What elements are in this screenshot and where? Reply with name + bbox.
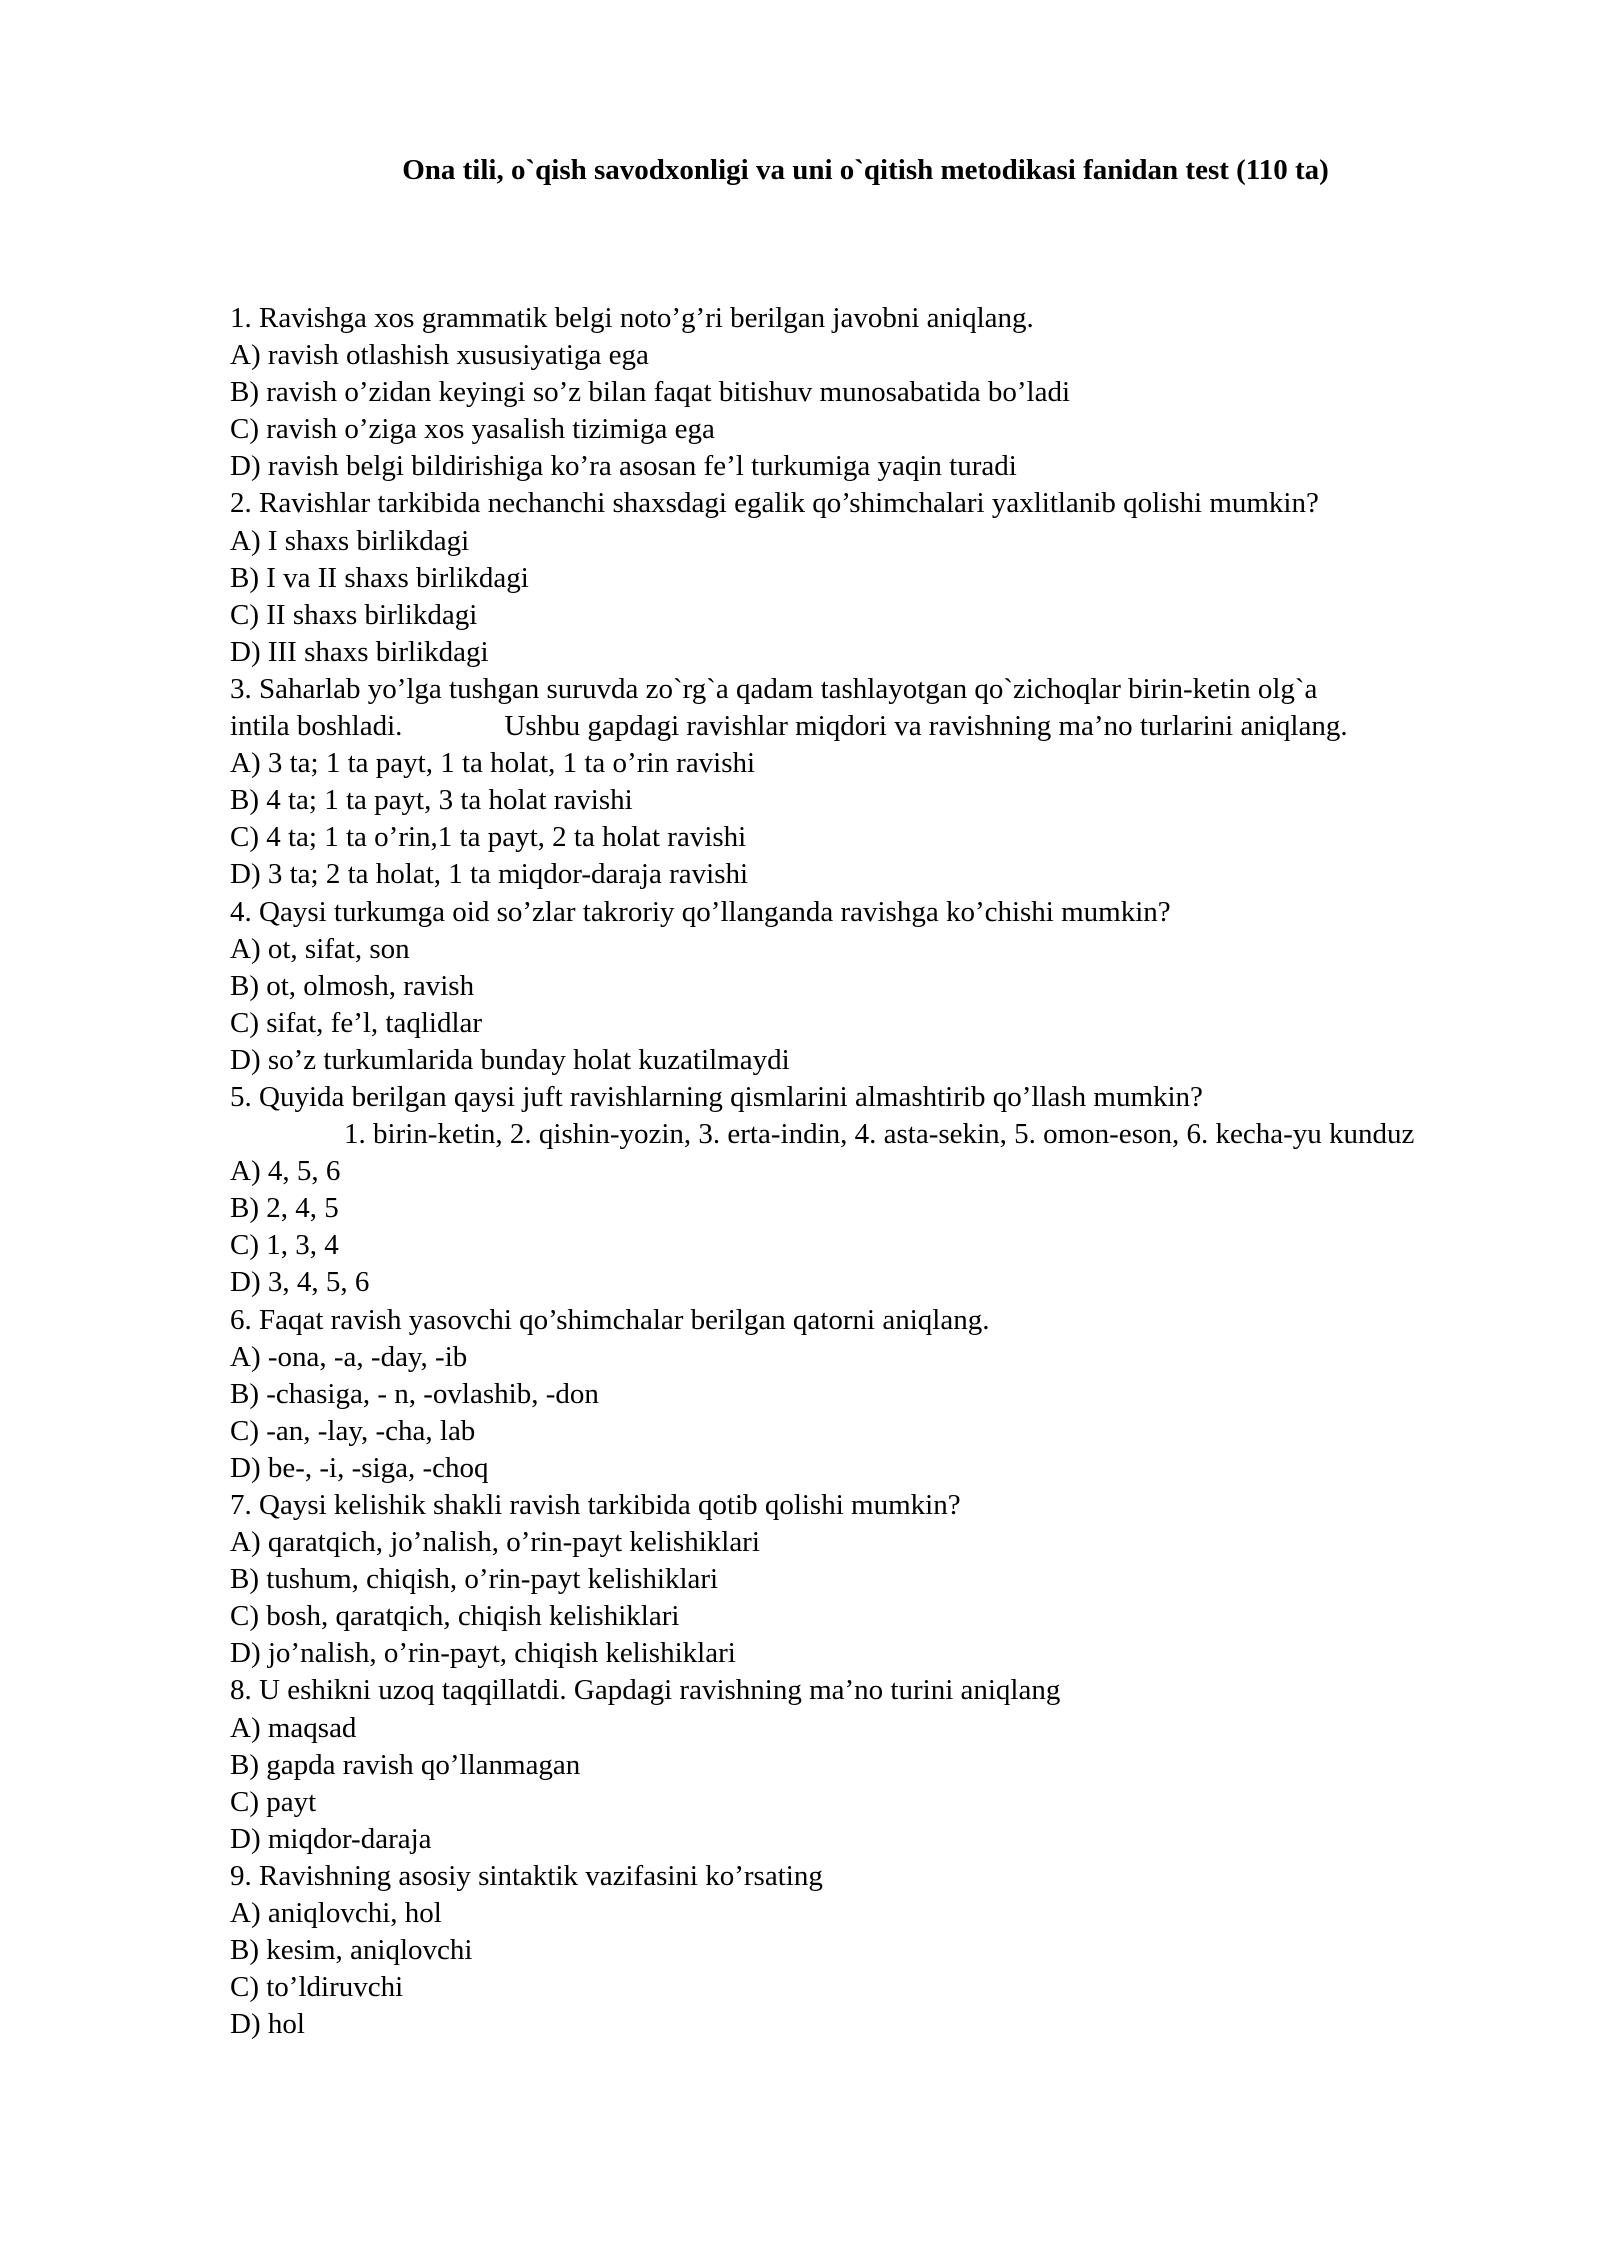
answer-option: C) 4 ta; 1 ta o’rin,1 ta payt, 2 ta holat ravishi bbox=[230, 821, 747, 854]
document-title: Ona tili, o`qish savodxonligi va uni o`qitish metodikasi fanidan test (110 ta) bbox=[402, 154, 1329, 186]
question-text: 8. U eshikni uzoq taqqillatdi. Gapdagi ravishning ma’no turini aniqlang bbox=[230, 1674, 1061, 1707]
question-block bbox=[230, 300, 1501, 485]
question-block bbox=[230, 1487, 1501, 1672]
answer-option: B) kesim, aniqlovchi bbox=[230, 1934, 473, 1967]
question-block bbox=[230, 485, 1501, 670]
question-block bbox=[230, 1079, 1501, 1302]
answer-option: A) ravish otlashish xususiyatiga ega bbox=[230, 339, 649, 372]
question-text: 9. Ravishning asosiy sintaktik vazifasini ko’rsating bbox=[230, 1859, 823, 1892]
answer-option: B) 2, 4, 5 bbox=[230, 1192, 339, 1225]
question-text-part: intila boshladi. bbox=[230, 710, 403, 743]
question-list bbox=[230, 300, 1501, 2043]
answer-option: B) ot, olmosh, ravish bbox=[230, 969, 475, 1002]
answer-option: C) ravish o’ziga xos yasalish tizimiga ega bbox=[230, 413, 715, 446]
answer-option: A) ot, sifat, son bbox=[230, 932, 410, 965]
question-text: 7. Qaysi kelishik shakli ravish tarkibida qotib qolishi mumkin? bbox=[230, 1489, 961, 1521]
answer-option: D) 3, 4, 5, 6 bbox=[230, 1266, 370, 1299]
answer-option: D) ravish belgi bildirishiga ko’ra asosan fe’l turkumiga yaqin turadi bbox=[230, 450, 1017, 483]
answer-option: D) III shaxs birlikdagi bbox=[230, 635, 489, 668]
answer-option: A) I shaxs birlikdagi bbox=[230, 524, 470, 557]
answer-option: D) miqdor-daraja bbox=[230, 1822, 432, 1855]
question-item-list: 1. birin-ketin, 2. qishin-yozin, 3. erta-indin, 4. asta-sekin, 5. omon-eson, 6. kecha-yu kunduz bbox=[344, 1118, 1415, 1151]
answer-option: D) so’z turkumlarida bunday holat kuzatilmaydi bbox=[230, 1043, 790, 1076]
question-text: 6. Faqat ravish yasovchi qo’shimchalar berilgan qatorni aniqlang. bbox=[230, 1303, 990, 1336]
answer-option: D) jo’nalish, o’rin-payt, chiqish kelishiklari bbox=[230, 1637, 736, 1670]
question-text: 5. Quyida berilgan qaysi juft ravishlarning qismlarini almashtirib qo’llash mumkin? bbox=[230, 1080, 1203, 1113]
answer-option: A) maqsad bbox=[230, 1711, 357, 1744]
answer-option: C) II shaxs birlikdagi bbox=[230, 598, 478, 631]
answer-option: D) be-, -i, -siga, -choq bbox=[230, 1451, 489, 1484]
question-text: 1. Ravishga xos grammatik belgi noto’g’ri berilgan javobni aniqlang. bbox=[230, 302, 1034, 334]
question-block bbox=[230, 1672, 1501, 1857]
answer-option: C) sifat, fe’l, taqlidlar bbox=[230, 1006, 483, 1039]
answer-option: B) -chasiga, - n, -ovlashib, -don bbox=[230, 1377, 599, 1410]
answer-option: C) -an, -lay, -cha, lab bbox=[230, 1414, 476, 1447]
answer-option: C) 1, 3, 4 bbox=[230, 1229, 339, 1262]
question-text: 3. Saharlab yo’lga tushgan suruvda zo`rg`a qadam tashlayotgan qo`zichoqlar birin-ketin olg`a bbox=[230, 672, 1318, 705]
answer-option: A) -ona, -a, -day, -ib bbox=[230, 1340, 468, 1373]
answer-option: B) 4 ta; 1 ta payt, 3 ta holat ravishi bbox=[230, 784, 633, 817]
answer-option: B) ravish o’zidan keyingi so’z bilan faqat bitishuv munosabatida bo’ladi bbox=[230, 376, 1070, 409]
answer-option: C) bosh, qaratqich, chiqish kelishiklari bbox=[230, 1600, 680, 1633]
answer-option: C) to’ldiruvchi bbox=[230, 1971, 404, 2004]
question-block bbox=[230, 1858, 1501, 2043]
answer-option: D) 3 ta; 2 ta holat, 1 ta miqdor-daraja ravishi bbox=[230, 858, 749, 891]
answer-option: A) 3 ta; 1 ta payt, 1 ta holat, 1 ta o’rin ravishi bbox=[230, 747, 756, 780]
answer-option: D) hol bbox=[230, 2008, 305, 2041]
answer-option: B) gapda ravish qo’llanmagan bbox=[230, 1748, 581, 1781]
answer-option: A) 4, 5, 6 bbox=[230, 1155, 341, 1188]
answer-option: C) payt bbox=[230, 1785, 317, 1818]
question-block bbox=[230, 894, 1501, 1079]
question-block bbox=[230, 671, 1501, 894]
question-text-part: Ushbu gapdagi ravishlar miqdori va ravishning ma’no turlarini aniqlang. bbox=[504, 710, 1348, 743]
answer-option: A) qaratqich, jo’nalish, o’rin-payt kelishiklari bbox=[230, 1526, 760, 1559]
question-text: 4. Qaysi turkumga oid so’zlar takroriy qo’llanganda ravishga ko’chishi mumkin? bbox=[230, 895, 1171, 928]
question-text: 2. Ravishlar tarkibida nechanchi shaxsdagi egalik qo’shimchalari yaxlitlanib qolishi mumkin? bbox=[230, 487, 1319, 520]
answer-option: A) aniqlovchi, hol bbox=[230, 1897, 442, 1930]
answer-option: B) I va II shaxs birlikdagi bbox=[230, 561, 529, 594]
answer-option: B) tushum, chiqish, o’rin-payt kelishiklari bbox=[230, 1563, 719, 1596]
question-block bbox=[230, 1302, 1501, 1487]
question-text-continued bbox=[230, 708, 1501, 745]
